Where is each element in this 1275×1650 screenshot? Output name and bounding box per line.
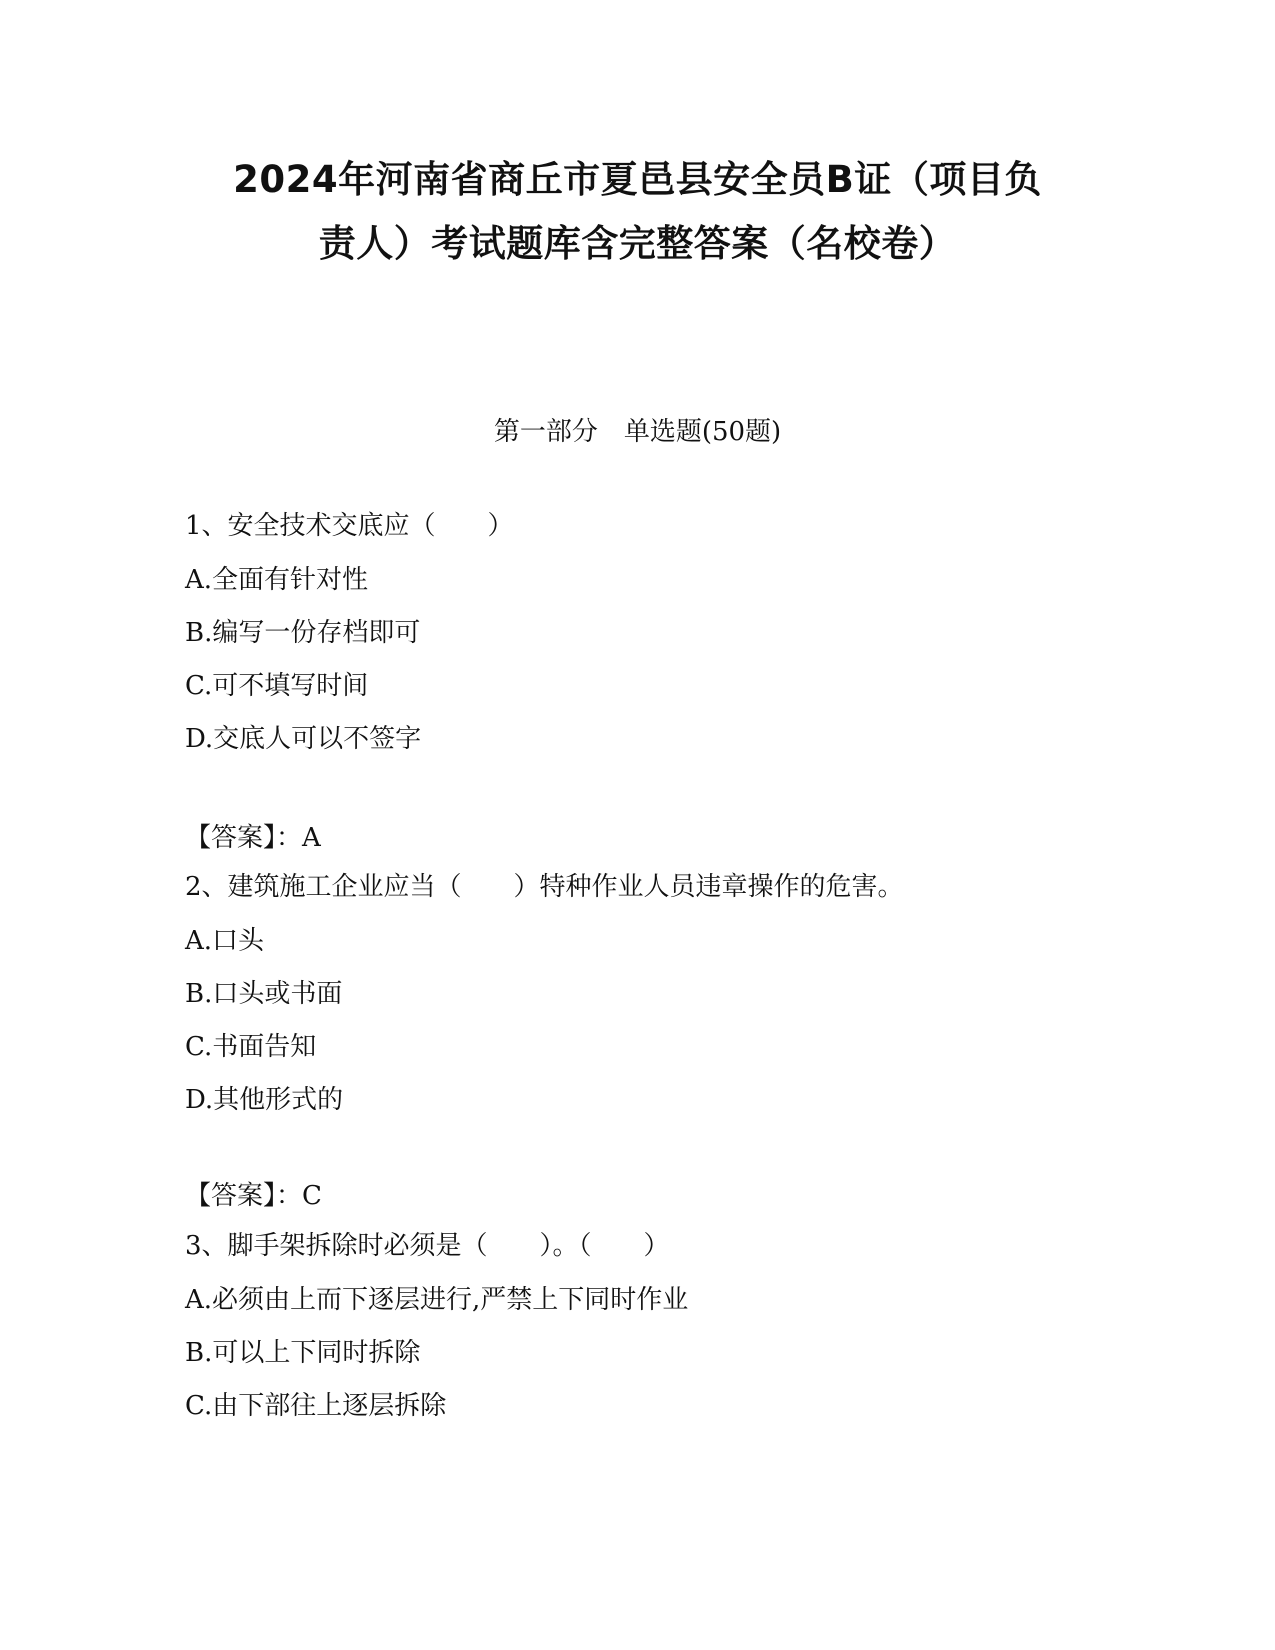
question-2-stem: 2、建筑施工企业应当（ ）特种作业人员违章操作的危害。 [185,872,904,902]
section-heading: 第一部分 单选题(50题) [493,417,782,447]
question-1-option-c: C.可不填写时间 [185,671,369,701]
page-title [150,148,1125,276]
title-line-1: 2024年河南省商丘市夏邑县安全员B证（项目负 [233,158,1042,201]
question-2-option-c: C.书面告知 [185,1032,317,1062]
question-3-option-c: C.由下部往上逐层拆除 [185,1391,447,1421]
question-2-option-d: D.其他形式的 [185,1085,344,1115]
question-1-option-d: D.交底人可以不签字 [185,724,422,754]
question-1-stem: 1、安全技术交底应（ ） [185,511,514,541]
question-1-answer: 【答案】：A [185,823,321,853]
title-line-2: 责人）考试题库含完整答案（名校卷） [318,222,957,265]
question-2-option-b: B.口头或书面 [185,979,343,1009]
question-1-option-a: A.全面有针对性 [185,565,369,595]
question-3-option-a: A.必须由上而下逐层进行,严禁上下同时作业 [185,1285,689,1315]
question-3-stem: 3、脚手架拆除时必须是（ ）。（ ） [185,1231,670,1261]
question-1-option-b: B.编写一份存档即可 [185,618,421,648]
question-2-option-a: A.口头 [185,926,265,956]
question-3-option-b: B.可以上下同时拆除 [185,1338,421,1368]
question-2-answer: 【答案】：C [185,1181,322,1211]
